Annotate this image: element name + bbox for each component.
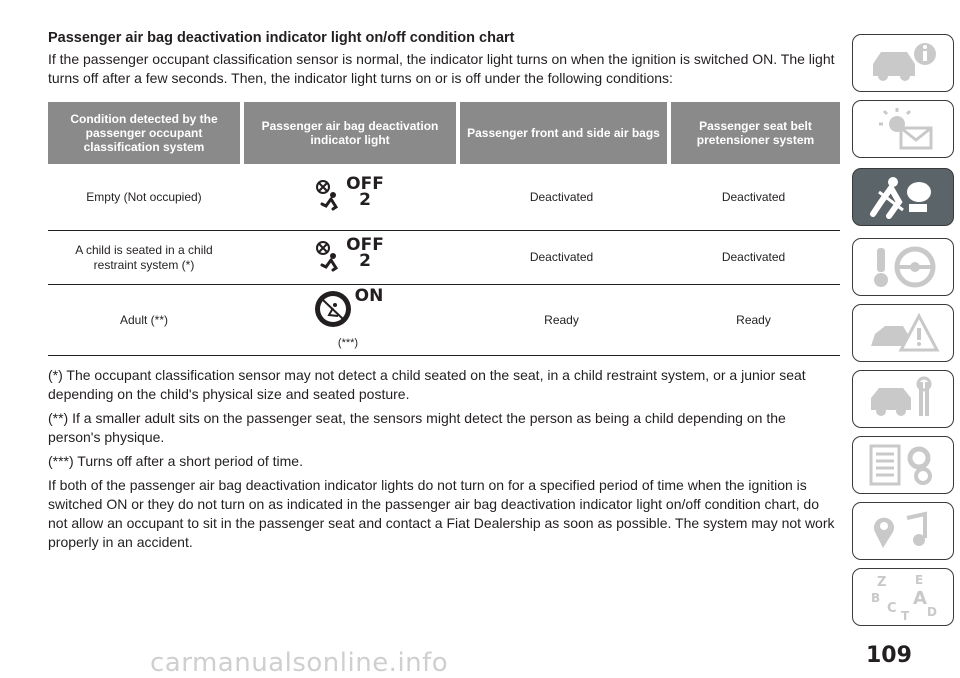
off-label: OFF 2 — [346, 174, 384, 210]
column-header: Passenger air bag deactivation indicator light — [240, 102, 456, 164]
column-header: Condition detected by the passenger occupant classification system — [48, 102, 240, 164]
table-row — [48, 231, 840, 285]
warning-lights-icon — [863, 106, 943, 152]
tab-servicing[interactable] — [852, 370, 954, 428]
column-header: Passenger front and side air bags — [456, 102, 667, 164]
intro-paragraph: If the passenger occupant classification sensor is normal, the indicator light turns on when the ignition is switched ON. The light turns off after a few seconds. Then, the indicator light turns on or is off under the following conditions: — [48, 51, 835, 86]
tab-emergency[interactable] — [852, 304, 954, 362]
airbag-seatbelt-icon — [863, 174, 943, 220]
airbag-on-icon — [313, 289, 353, 329]
table-row — [48, 285, 840, 356]
indicator-cell — [240, 285, 456, 356]
svg-text:T: T — [901, 609, 910, 622]
airbag-off-icon — [312, 239, 346, 273]
tab-technical-data[interactable] — [852, 436, 954, 494]
indicator-note: (***) — [337, 337, 359, 349]
svg-text:B: B — [871, 591, 881, 605]
condition-cell: Empty (Not occupied) — [48, 164, 240, 231]
indicator-cell — [240, 164, 456, 231]
pretensioner-cell: Deactivated — [667, 164, 840, 231]
airbag-off-icon — [312, 178, 346, 212]
airbags-cell: Ready — [456, 285, 667, 356]
footnote-child: (*) The occupant classification sensor may not detect a child seated on the seat, in a child restraint system, or a junior seat depending on the child's physical size and seated posture. — [48, 367, 806, 402]
page-content — [48, 30, 840, 557]
footnote-turns-off: (***) Turns off after a short period of time. — [48, 453, 303, 469]
watermark-text: carmanualsonline.info — [150, 648, 449, 678]
airbags-cell: Deactivated — [456, 231, 667, 285]
car-info-icon — [863, 40, 943, 86]
condition-cell: A child is seated in a child restraint system (*) — [48, 231, 240, 285]
key-steering-wheel-icon — [863, 244, 943, 290]
column-header: Passenger seat belt pretensioner system — [667, 102, 840, 164]
airbags-cell: Deactivated — [456, 164, 667, 231]
airbag-off-indicator — [312, 174, 384, 212]
condition-cell: Adult (**) — [48, 285, 240, 356]
off-label: OFF 2 — [346, 234, 384, 271]
svg-text:E: E — [915, 573, 924, 587]
tab-warning-lights[interactable] — [852, 100, 954, 158]
tab-index[interactable] — [852, 568, 954, 626]
svg-text:D: D — [927, 605, 937, 619]
table-header-row — [48, 102, 840, 164]
page-heading: Passenger air bag deactivation indicator light on/off condition chart — [48, 30, 515, 46]
pretensioner-cell: Ready — [667, 285, 840, 356]
alphabetical-index-icon — [863, 572, 943, 622]
technical-data-icon — [863, 442, 943, 488]
airbag-off-indicator — [312, 234, 384, 273]
svg-text:Z: Z — [877, 575, 887, 590]
svg-text:A: A — [913, 588, 927, 609]
tab-starting-driving[interactable] — [852, 238, 954, 296]
tab-car-info[interactable] — [852, 34, 954, 92]
pretensioner-cell: Deactivated — [667, 231, 840, 285]
tab-multimedia[interactable] — [852, 502, 954, 560]
footnote-adult: (**) If a smaller adult sits on the passenger seat, the sensors might detect the person as being a child depending on the person's physique. — [48, 410, 786, 445]
table-row — [48, 164, 840, 231]
car-service-icon — [863, 376, 943, 422]
on-label: ON — [354, 286, 384, 306]
airbag-on-indicator — [313, 286, 384, 329]
tab-safety[interactable] — [852, 168, 954, 226]
condition-chart — [48, 102, 840, 356]
accident-warning-icon — [863, 310, 943, 356]
svg-text:C: C — [887, 601, 897, 616]
warning-paragraph: If both of the passenger air bag deactivation indicator lights do not turn on for a specified period of time when the ignition is switched ON or they do not turn on as indicated in the passenger air bag deactivation indicator light on/off condition chart, do not allow an occupant to sit in the passenger seat and contact a Fiat Dealership as soon as possible. The system may not work properly in an accident. — [48, 477, 835, 550]
multimedia-icon — [863, 508, 943, 554]
page-number: 109 — [866, 643, 912, 668]
indicator-cell — [240, 231, 456, 285]
